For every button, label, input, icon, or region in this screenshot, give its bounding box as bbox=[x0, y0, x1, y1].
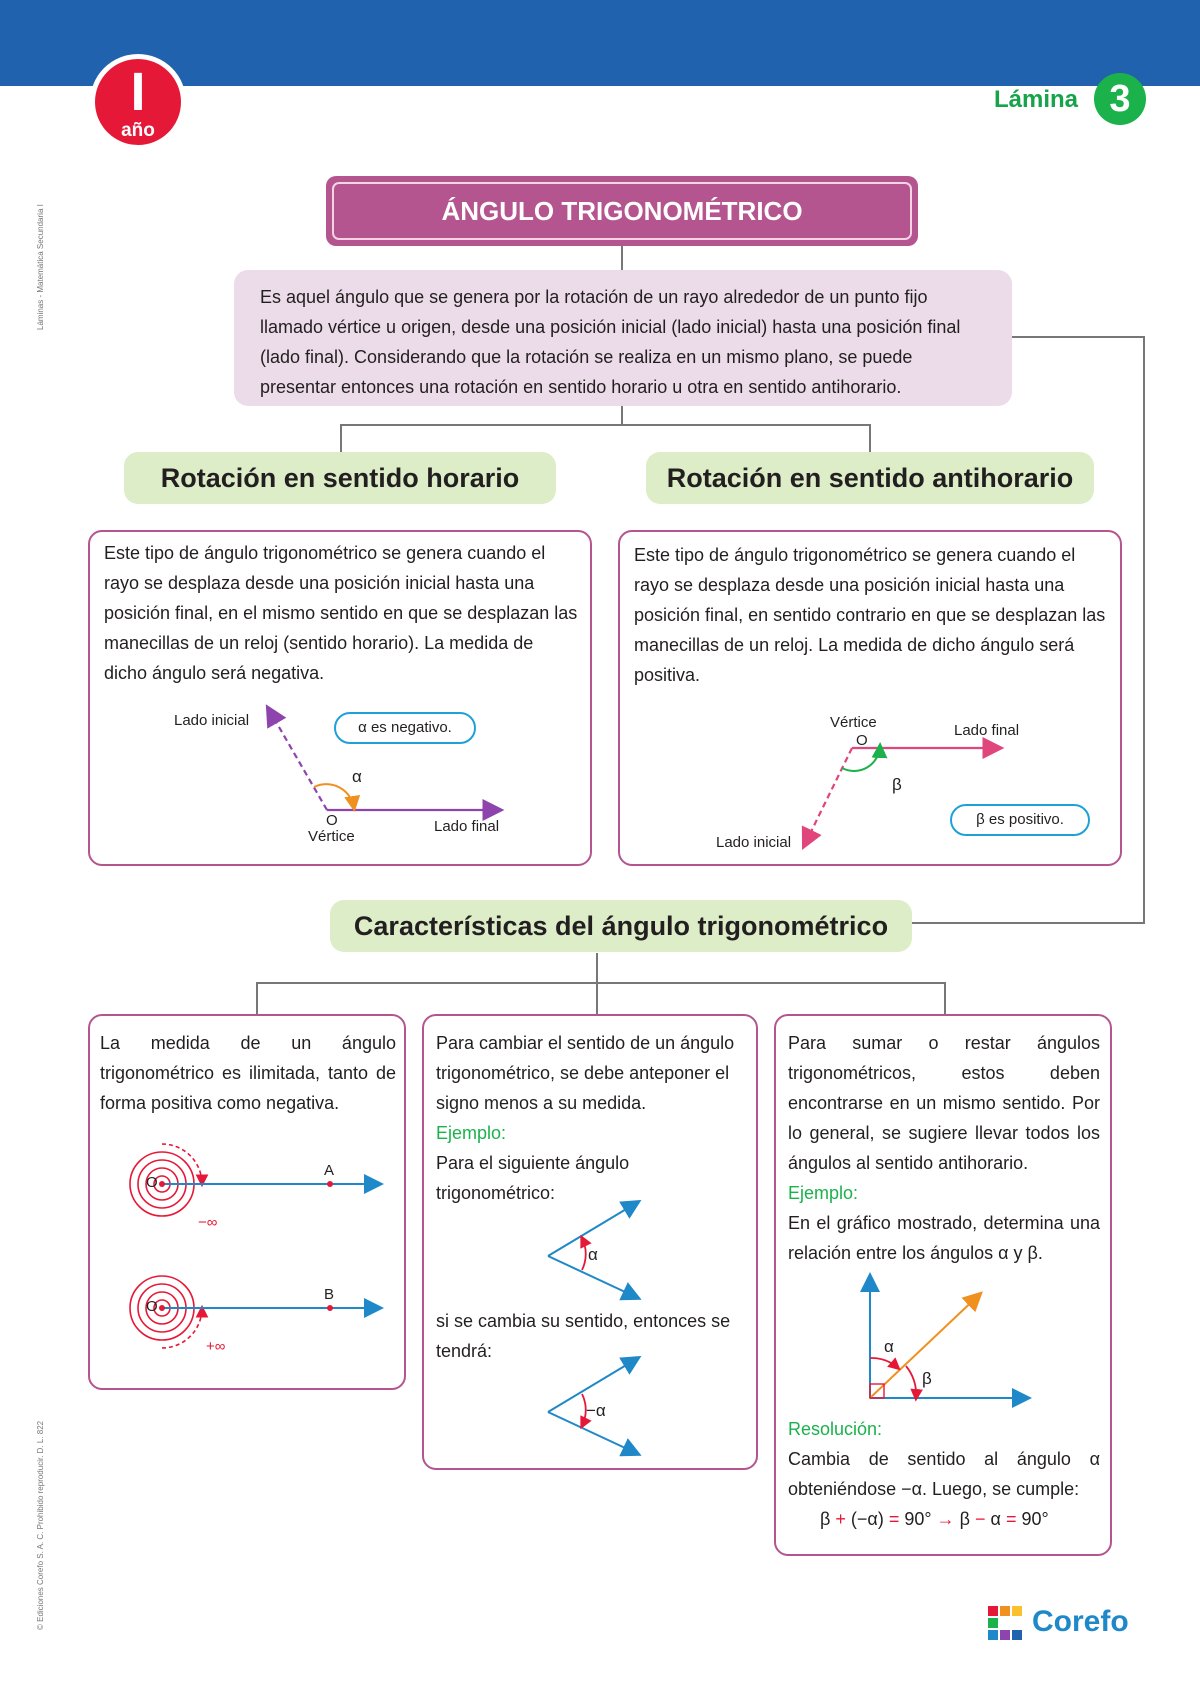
connector-line bbox=[596, 982, 598, 1015]
resolution-text: Cambia de sentido al ángulo α obteniéndose −α. Luego, se cumple: bbox=[788, 1449, 1100, 1499]
connector-line bbox=[1143, 336, 1145, 924]
connector-line bbox=[256, 982, 946, 984]
point-b bbox=[327, 1305, 333, 1311]
counterclockwise-text: Este tipo de ángulo trigonométrico se genera cuando el rayo se desplaza desde una posición inicial hasta una posición final, en sentido contrario en que se desplazan las manecillas de un reloj. La medida de dicho ángulo será positiva. bbox=[634, 545, 1106, 685]
spiral1-point-label: A bbox=[324, 1162, 335, 1179]
counterclockwise-beta-label: β bbox=[892, 775, 902, 794]
characteristic-3-text: Para sumar o restar ángulos trigonométricos, estos deben encontrarse en un mismo sentido. Por lo general, se sugiere llevar todos los ángulos al sentido antihorario. bbox=[788, 1033, 1100, 1173]
brand-name: Corefo bbox=[1032, 1605, 1129, 1638]
example-text: En el gráfico mostrado, determina una relación entre los ángulos α y β. bbox=[788, 1213, 1100, 1263]
counterclockwise-final-label: Lado final bbox=[954, 722, 1020, 739]
clockwise-vertex-label: Vértice bbox=[308, 828, 355, 845]
example-label: Ejemplo: bbox=[788, 1183, 859, 1203]
clockwise-vertex-point: O bbox=[326, 812, 338, 829]
eq2-minus: − bbox=[975, 1509, 986, 1529]
definition-text: Es aquel ángulo que se genera por la rotación de un rayo alrededor de un punto fijo llamado vértice u origen, desde una posición inicial (lado inicial) hasta una posición final (lado final). Considerando que la rotación se realiza en un mismo plano, se puede presentar entonces una rotación en sentido horario u otra en sentido antihorario. bbox=[260, 287, 961, 397]
beta-label: β bbox=[922, 1369, 932, 1388]
clockwise-text: Este tipo de ángulo trigonométrico se genera cuando el rayo se desplaza desde una posición inicial hasta una posición final, en el mismo sentido en que se desplazan las manecillas de un reloj (sentido horario). La medida de dicho ángulo será negativa. bbox=[104, 543, 578, 683]
sheet-label: Lámina bbox=[994, 86, 1079, 113]
point-a bbox=[327, 1181, 333, 1187]
alpha-label: α bbox=[884, 1337, 894, 1356]
clockwise-heading: Rotación en sentido horario bbox=[124, 452, 556, 504]
characteristic-card-3 bbox=[774, 1014, 1112, 1556]
characteristic-card-1 bbox=[88, 1014, 406, 1390]
spiral1-center-label: O bbox=[146, 1174, 158, 1191]
initial-side-ray bbox=[804, 748, 852, 846]
change-text: si se cambia su sentido, entonces se tendrá: bbox=[436, 1311, 731, 1361]
counterclockwise-card bbox=[618, 530, 1122, 866]
initial-side-ray bbox=[268, 708, 327, 810]
connector-line bbox=[340, 424, 870, 426]
connector-line bbox=[1012, 336, 1145, 338]
counterclockwise-heading: Rotación en sentido antihorario bbox=[646, 452, 1094, 504]
eq-beta: β bbox=[820, 1509, 831, 1529]
clockwise-card bbox=[88, 530, 592, 866]
side-note-top: Láminas - Matemática Secundaria I bbox=[36, 204, 45, 330]
connector-line bbox=[256, 982, 258, 1015]
side-note-bottom: © Ediciones Corefo S. A. C. Prohibido reproducir. D. L. 822 bbox=[36, 1420, 45, 1630]
spiral2-limit-label: +∞ bbox=[206, 1338, 226, 1355]
counterclockwise-initial-label: Lado inicial bbox=[716, 834, 792, 851]
counterclockwise-note: β es positivo. bbox=[950, 804, 1090, 836]
main-title-box bbox=[326, 176, 918, 246]
connector-line bbox=[944, 982, 946, 1015]
characteristics-heading: Características del ángulo trigonométrico bbox=[330, 900, 912, 952]
eq2-value: 90° bbox=[1021, 1509, 1049, 1529]
alpha-arc bbox=[870, 1358, 898, 1368]
connector-line bbox=[621, 406, 623, 424]
characteristic-2-text: Para cambiar el sentido de un ángulo trigonométrico, se debe anteponer el signo menos a su medida. bbox=[436, 1033, 735, 1113]
resolution-equation bbox=[820, 1504, 1049, 1534]
eq2-equals: = bbox=[1005, 1509, 1017, 1529]
angle1-label: α bbox=[588, 1245, 598, 1264]
main-title: ÁNGULO TRIGONOMÉTRICO bbox=[332, 182, 912, 240]
characteristic-card-2 bbox=[422, 1014, 758, 1470]
resolution-label: Resolución: bbox=[788, 1419, 883, 1439]
eq-equals: = bbox=[888, 1509, 900, 1529]
spiral1-limit-label: −∞ bbox=[198, 1214, 218, 1231]
example-text: Para el siguiente ángulo trigonométrico: bbox=[436, 1153, 630, 1203]
eq2-beta: β bbox=[959, 1509, 970, 1529]
clockwise-final-label: Lado final bbox=[434, 818, 500, 835]
beta-arc bbox=[906, 1366, 916, 1398]
connector-line bbox=[912, 922, 1145, 924]
sheet-number: 3 bbox=[1094, 73, 1146, 125]
corefo-logo bbox=[984, 1600, 1144, 1648]
definition-box bbox=[234, 270, 1012, 406]
grade-badge bbox=[90, 54, 186, 150]
corefo-logo-icon bbox=[984, 1602, 1028, 1646]
eq-term: (−α) bbox=[850, 1509, 884, 1529]
clockwise-note: α es negativo. bbox=[334, 712, 476, 744]
angle2-label: −α bbox=[586, 1401, 606, 1420]
angle1-arc bbox=[582, 1238, 586, 1270]
characteristic-1-text: La medida de un ángulo trigonométrico es ilimitada, tanto de forma positiva como negativa. bbox=[100, 1033, 396, 1113]
clockwise-initial-label: Lado inicial bbox=[174, 712, 250, 729]
clockwise-alpha-label: α bbox=[352, 767, 362, 786]
connector-line bbox=[621, 246, 623, 270]
connector-line bbox=[340, 424, 342, 452]
spiral2-center-label: O bbox=[146, 1298, 158, 1315]
example-label: Ejemplo: bbox=[436, 1123, 507, 1143]
grade-word: año bbox=[121, 120, 155, 141]
negative-spiral bbox=[130, 1144, 202, 1216]
spiral2-point-label: B bbox=[324, 1286, 335, 1303]
connector-line bbox=[596, 953, 598, 982]
positive-spiral bbox=[130, 1276, 202, 1348]
counterclockwise-vertex-label: Vértice bbox=[830, 714, 877, 731]
clockwise-diagram bbox=[90, 532, 594, 868]
eq-arrow: → bbox=[936, 1509, 955, 1529]
eq-plus: + bbox=[835, 1509, 846, 1529]
spiral-diagrams bbox=[90, 1016, 408, 1392]
eq2-alpha: α bbox=[990, 1509, 1001, 1529]
eq-value: 90° bbox=[904, 1509, 932, 1529]
counterclockwise-vertex-point: O bbox=[856, 732, 868, 749]
point-o bbox=[159, 1181, 165, 1187]
connector-line bbox=[869, 424, 871, 452]
point-o bbox=[159, 1305, 165, 1311]
grade-number: I bbox=[130, 62, 146, 122]
